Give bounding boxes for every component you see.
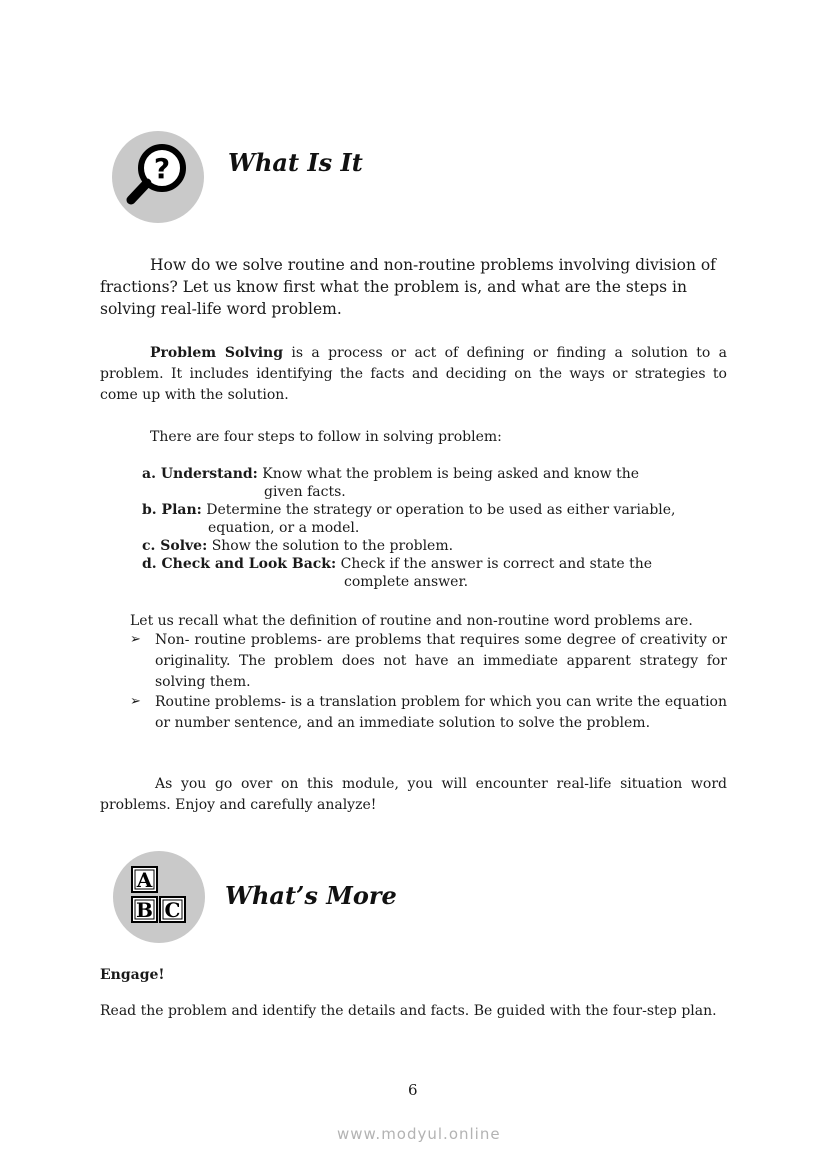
engage-heading: Engage! bbox=[100, 967, 165, 983]
step-understand-cont: given facts. bbox=[264, 484, 346, 500]
bullet-non-routine: Non- routine problems- are problems that requires some degree of creativity or originality. The problem does not have an immediate apparent strategy for solving them. bbox=[155, 632, 727, 690]
block-c: C bbox=[164, 898, 181, 922]
problem-solving-paragraph bbox=[100, 343, 727, 406]
steps-intro: There are four steps to follow in solving problem: bbox=[150, 429, 502, 445]
step-understand bbox=[142, 465, 702, 483]
bullet-routine: Routine problems- is a translation problem for which you can write the equation or number sentence, and an immediate solution to solve the problem. bbox=[155, 694, 727, 731]
block-a: A bbox=[136, 868, 153, 892]
intro-paragraph: How do we solve routine and non-routine problems involving division of fractions? Let us know first what the problem is, and what are the steps in solving real-life word problem. bbox=[100, 256, 716, 318]
whats-more-icon-bg bbox=[113, 851, 205, 943]
arrow-bullet-icon: ➢ bbox=[130, 632, 141, 647]
step-label: b. Plan: bbox=[142, 502, 202, 518]
step-plan bbox=[142, 501, 722, 519]
step-check-cont: complete answer. bbox=[344, 574, 469, 590]
recall-text: Let us recall what the definition of routine and non-routine word problems are. bbox=[130, 613, 693, 629]
whats-more-title: What’s More bbox=[225, 881, 397, 910]
step-label: a. Understand: bbox=[142, 466, 258, 482]
step-text: Check if the answer is correct and state the bbox=[336, 556, 653, 572]
step-text: Know what the problem is being asked and know the bbox=[257, 466, 640, 482]
step-text: Show the solution to the problem. bbox=[207, 538, 454, 554]
svg-text:?: ? bbox=[153, 152, 171, 185]
closing-paragraph: As you go over on this module, you will encounter real-life situation word problems. Enjoy and carefully analyze! bbox=[100, 776, 727, 813]
what-is-it-icon-bg bbox=[112, 131, 204, 223]
magnifier-question-icon bbox=[112, 131, 204, 223]
engage-instructions: Read the problem and identify the details and facts. Be guided with the four-step plan. bbox=[100, 1003, 717, 1019]
block-b: B bbox=[136, 898, 153, 922]
watermark: www.modyul.online bbox=[337, 1125, 501, 1143]
step-plan-cont: equation, or a model. bbox=[208, 520, 360, 536]
step-solve bbox=[142, 537, 702, 555]
problem-solving-definition: is a process or act of defining or finding a solution to a problem. It includes identifying the facts and deciding on the ways or strategies to come up with the solution. bbox=[100, 345, 727, 403]
step-label: d. Check and Look Back: bbox=[142, 556, 337, 572]
step-text: Determine the strategy or operation to be used as either variable, bbox=[201, 502, 676, 518]
abc-blocks-icon bbox=[113, 851, 205, 943]
arrow-bullet-icon: ➢ bbox=[130, 694, 141, 709]
step-label: c. Solve: bbox=[142, 538, 208, 554]
what-is-it-title: What Is It bbox=[228, 148, 363, 177]
step-check bbox=[142, 555, 722, 573]
problem-solving-term: Problem Solving bbox=[150, 345, 284, 361]
page-number: 6 bbox=[408, 1081, 418, 1099]
